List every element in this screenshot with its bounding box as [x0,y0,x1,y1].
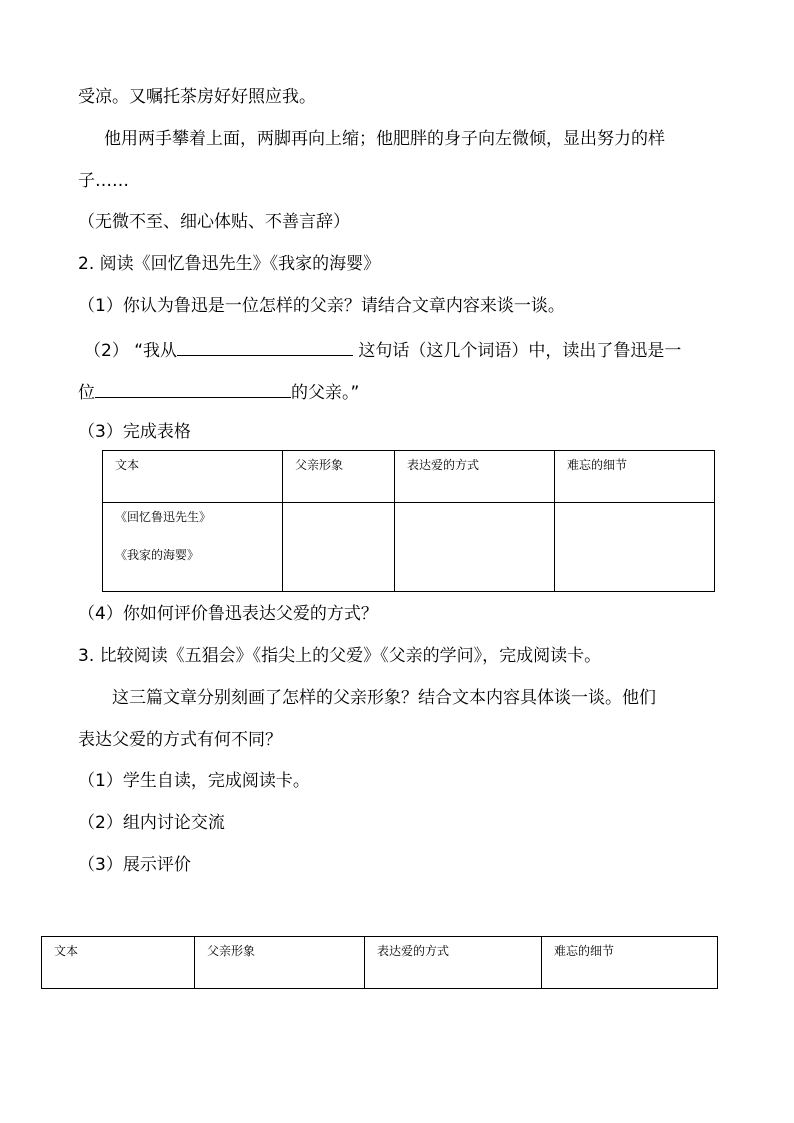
cell-texts [103,503,283,592]
fill-blank-2[interactable] [95,379,291,398]
step-3: （3）展示评价 [78,855,191,875]
cell-father-image[interactable] [283,503,395,592]
question-2-1: （1）你认为鲁迅是一位怎样的父亲？请结合文章内容来谈一谈。 [78,296,565,316]
question-2-3: （3）完成表格 [78,422,191,442]
question-2-2-line-1 [84,337,681,362]
section-3-prompt-line-1: 这三篇文章分别刻画了怎样的父亲形象？结合文本内容具体谈一谈。他们 [112,688,656,708]
para-continuation: 受凉。又嘱托茶房好好照应我。 [78,87,316,107]
step-1: （1）学生自读，完成阅读卡。 [78,771,310,791]
header-father-image: 父亲形象 [283,451,395,503]
cell-memorable-detail[interactable] [555,503,715,592]
table-header-row [42,937,718,989]
question-2-2-middle: 这句话（这几个词语）中，读出了鲁迅是一 [353,341,682,361]
para-quote-line-2: 子…… [78,171,129,191]
reading-card-table [41,936,718,989]
header-father-image: 父亲形象 [195,937,365,989]
section-3-prompt-line-2: 表达父爱的方式有何不同？ [78,730,282,750]
question-2-2-start: 位 [78,383,95,403]
header-love-expression: 表达爱的方式 [395,451,555,503]
text-title-2: 《我家的海婴》 [115,548,200,562]
header-memorable-detail: 难忘的细节 [555,451,715,503]
cell-love-expression[interactable] [395,503,555,592]
reading-table-1 [102,450,715,592]
question-2-2-line-2 [78,379,359,404]
section-3-heading: 3. 比较阅读《五猖会》《指尖上的父爱》《父亲的学问》，完成阅读卡。 [78,646,602,666]
step-2: （2）组内讨论交流 [78,813,225,833]
question-2-2-end: 的父亲。” [291,383,360,403]
header-text: 文本 [42,937,195,989]
section-2-heading: 2. 阅读《回忆鲁迅先生》《我家的海婴》 [78,254,381,274]
para-keywords: （无微不至、细心体贴、不善言辞） [78,212,350,232]
question-2-4: （4）你如何评价鲁迅表达父爱的方式？ [78,604,378,624]
table-header-row [103,451,715,503]
header-text: 文本 [103,451,283,503]
para-quote-line-1: 他用两手攀着上面，两脚再向上缩；他肥胖的身子向左微倾，显出努力的样 [104,129,665,149]
header-love-expression: 表达爱的方式 [365,937,542,989]
text-title-1: 《回忆鲁迅先生》 [115,510,212,524]
header-memorable-detail: 难忘的细节 [542,937,718,989]
fill-blank-1[interactable] [177,337,353,356]
table-row [103,503,715,592]
question-2-2-prefix: （2） “我从 [84,341,178,361]
